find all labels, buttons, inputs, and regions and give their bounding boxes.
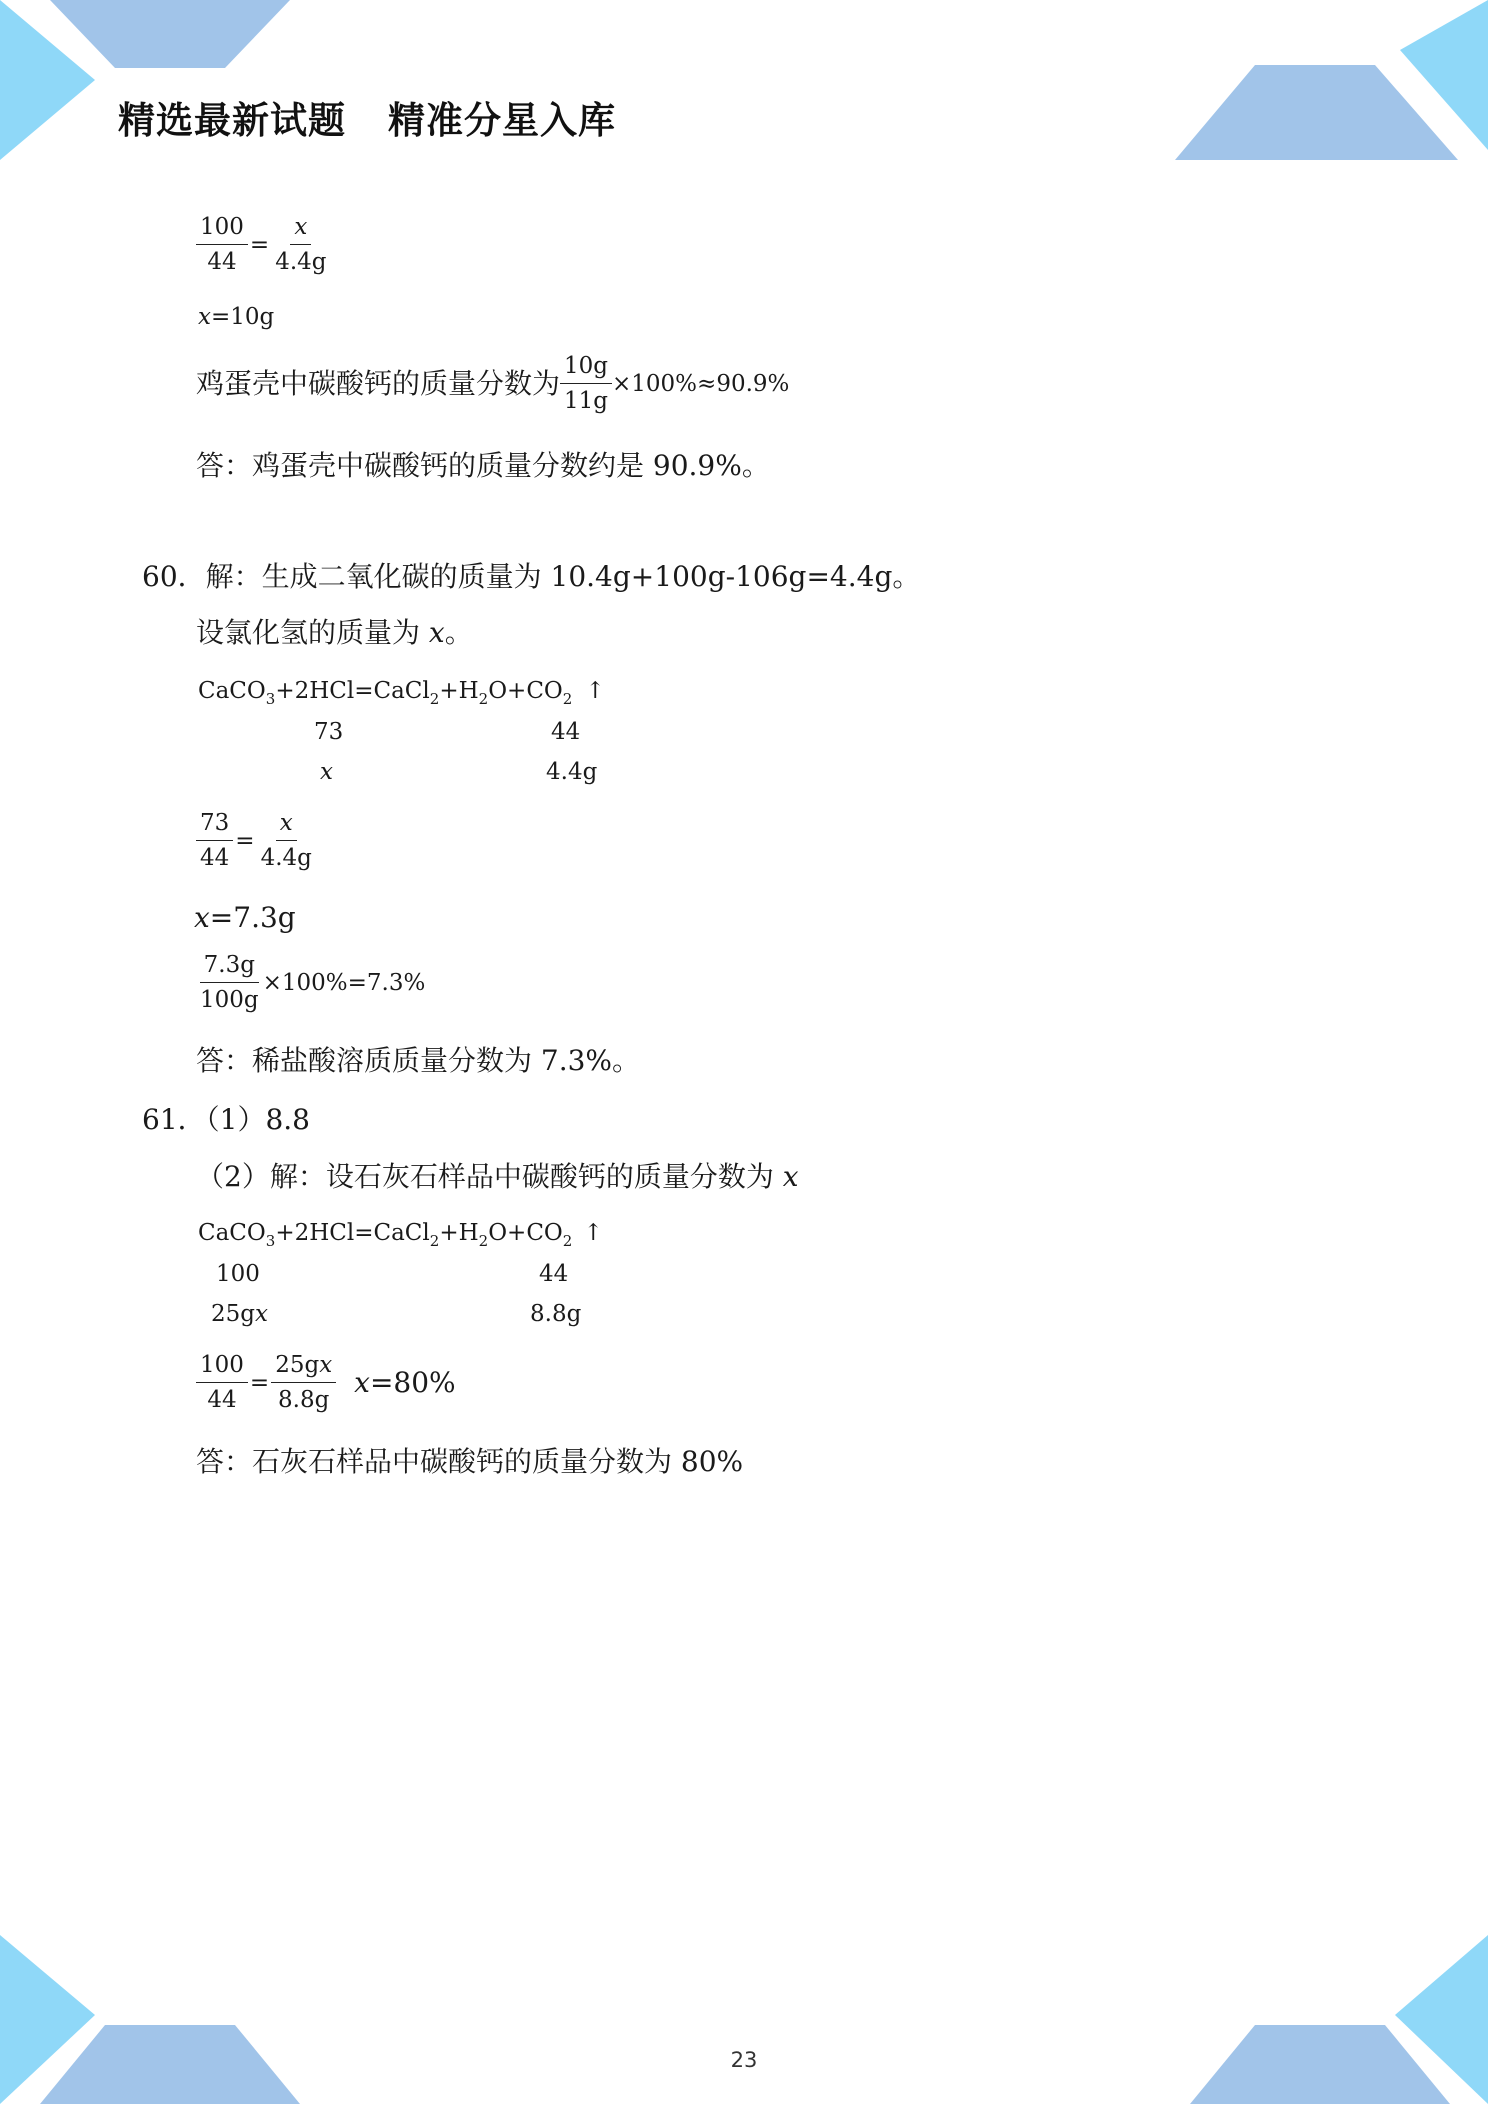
q60-let-x: 设氯化氢的质量为 x。 [196,616,473,649]
q60-x-result: x=7.3g [194,901,296,934]
gas-arrow-icon: ↑ [583,1220,603,1246]
q61-answer: 答：石灰石样品中碳酸钙的质量分数为 80% [196,1445,744,1478]
q59-mass-fraction: 鸡蛋壳中碳酸钙的质量分数为 $\frac{10g}{11g}$ ×100%≈90.9% [196,353,790,414]
q59-ratio: $\frac{100}{44}$ = $\frac{x}{4.4g}$ [196,216,331,274]
header-title [118,90,616,144]
q60-intro: 60．解：生成二氧化碳的质量为 10.4g+100g-106g=4.4g。 [142,560,921,593]
q60-ratio: $\frac{73}{44}$ = $\frac{x}{4.4g}$ [196,812,316,870]
q60-mass-73: 73 [314,719,344,745]
q61-x-result: x=80% [354,1366,456,1399]
q59-answer: 答：鸡蛋壳中碳酸钙的质量分数约是 90.9%。 [196,449,770,482]
q61-equation: $CaCO_3+2HCl=CaCl_2+H_2O+CO_2$ ↑ [198,1220,603,1250]
top-right-trapezoid [1175,65,1458,160]
q59-x-result: x=10g [198,304,275,330]
q60-mass-4.4g: 4.4g [546,759,598,785]
gas-arrow-icon: ↑ [585,678,605,704]
q60-answer: 答：稀盐酸溶质质量分数为 7.3%。 [196,1044,641,1077]
q61-mass-44: 44 [539,1261,569,1287]
q61-mass-100: 100 [216,1261,260,1287]
q60-percent: $\frac{7.3g}{100g}$ ×100%=7.3% [200,952,426,1013]
q61-part2: （2）解：设石灰石样品中碳酸钙的质量分数为 x [196,1160,799,1193]
header-title-left: 精选最新试题 [118,99,346,142]
q61-mass-25gx: 25gx [211,1301,268,1327]
header-title-right: 精准分星入库 [388,99,616,142]
q60-equation: $CaCO_3+2HCl=CaCl_2+H_2O+CO_2$ ↑ [198,678,605,708]
q60-mass-x: x [320,759,333,785]
q61-mass-8.8g: 8.8g [530,1301,582,1327]
q61-part1: 61．（1）8.8 [142,1103,310,1136]
q60-mass-44: 44 [551,719,581,745]
q61-ratio: $\frac{100}{44}$ = $\frac{25gx}{8.8g}$ x=80% [196,1354,456,1412]
page-number: 23 [730,2048,758,2072]
top-left-trapezoid [50,0,290,68]
